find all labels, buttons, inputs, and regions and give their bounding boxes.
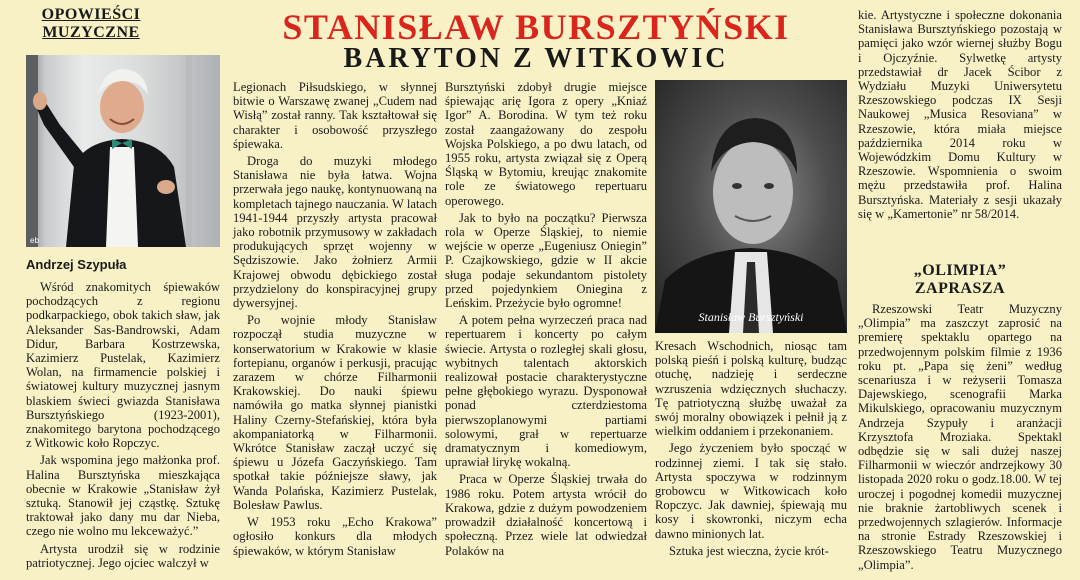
- article-column-3: [445, 80, 647, 561]
- paragraph: Legionach Piłsudskiego, w słynnej bitwie o Warszawę zwanej „Cudem nad Wisłą” został ranny. Tak kształtował się charakter i osobowość przyszłego śpiewaka.: [233, 80, 437, 151]
- photo-caption: Stanisław Bursztyński: [698, 310, 804, 324]
- section-heading-line1: OPOWIEŚCI: [41, 6, 141, 23]
- photo-credit: eb: [30, 236, 39, 245]
- paragraph: A potem pełna wyrzeczeń praca nad repertuarem i koncerty po całym świecie. Artysta o rozległej skali głosu, wybitnych talentach aktorskich realizował postacie charakterystyczne pełne głębokiego wyrazu. Dysponował ponad czterdziestoma pierwszoplanowymi partiami solowymi, grał w repertuarze dramatycznym i komediowym, uprawiał lirykę wokalną.: [445, 313, 647, 470]
- sidebar-heading-line1: „OLIMPIA”: [913, 262, 1007, 279]
- section-heading: [20, 6, 162, 42]
- paragraph: Jego życzeniem było spocząć w rodzinnej ziemi. I tak się stało. Artysta spoczywa w rodzinnym grobowcu w Witkowicach koło Ropczyc. Jak dawniej, śpiewają mu kosy i skowronki, niczym echa dawno minionych lat.: [655, 441, 847, 541]
- article-column-2: [233, 80, 437, 561]
- author-byline: Andrzej Szypuła: [26, 257, 127, 272]
- article-column-4: [655, 339, 847, 561]
- sidebar-heading-line2: ZAPRASZA: [914, 280, 1006, 297]
- paragraph: Praca w Operze Śląskiej trwała do 1986 roku. Potem artysta wrócił do Krakowa, gdzie z dużym powodzeniem prowadził działalność koncertową i społeczną. Przez wiele lat odwiedzał Polaków na: [445, 472, 647, 558]
- paragraph: Artysta urodził się w rodzinie patriotycznej. Jego ojciec walczył w: [26, 541, 220, 570]
- sidebar-article: [858, 302, 1062, 575]
- section-heading-line2: MUZYCZNE: [42, 24, 140, 41]
- article-column-5: [858, 8, 1062, 224]
- paragraph: kie. Artystyczne i społeczne dokonania Stanisława Bursztyńskiego pozostają w pamięci jako wzór wiernej służby Bogu i Ojczyźnie. Sylwetkę artysty przedstawiał dr Jacek Ścibor z Wydziału Muzyki Uniwersytetu Rzeszowskiego podczas IX Sesji Naukowej „Musica Resoviana” w Rzeszowie, która miała miejsce października 2014 roku w Wojewódzkim Domu Kultury w Rzeszowie. Wspomnienia o swoim mężu przedstawiła prof. Halina Bursztyńska. Materiały z sesji ukazały się w „Kamertonie” nr 58/2014.: [858, 8, 1062, 221]
- portrait-illustration: [655, 80, 847, 333]
- paragraph: W 1953 roku „Echo Krakowa” ogłosiło konkurs dla młodych śpiewaków, w którym Stanisław: [233, 515, 437, 558]
- paragraph: Jak wspomina jego małżonka prof. Halina Bursztyńska mieszkająca obecnie w Krakowie „Stanisław żył sztuką. Stanowił jej cząstkę. Sztukę traktował jako dany mu dar Nieba, czego nie wolno mu lekceważyć.”: [26, 453, 220, 539]
- paragraph: Wśród znakomitych śpiewaków pochodzących z regionu podkarpackiego, obok takich sław, jak Aleksander Sas-Bandrowski, Adam Didur, Barbara Kostrzewska, Kazimierz Pustelak, Kazimierz Wolan, na firmamencie polskiej i światowej kultury muzycznej jasnym blaskiem świeci gwiazda Stanisława Bursztyńskiego (1923-2001), znakomitego barytona pochodzącego z Witkowic koło Ropczyc.: [26, 280, 220, 451]
- paragraph: Bursztyński zdobył drugie miejsce śpiewając arię Igora z opery „Kniaź Igor” A. Borodina. W tym też roku został zaangażowany do zespołu Wojska Polskiego, a po dwu latach, od 1955 roku, artysta związał się z Operą Śląską w Bytomiu, kreując znakomite role ze światowego repertuaru operowego.: [445, 80, 647, 208]
- author-figure-illustration: [26, 55, 220, 247]
- paragraph: Po wojnie młody Stanisław rozpoczął studia muzyczne w konserwatorium w Krakowie w klasie fortepianu, organów i perkusji, pracując zarazem w chórze Filharmonii Krakowskiej. Do nauki śpiewu namówiła go matka słynnej pianistki Haliny Czerny-Stefańskiej, która była akompaniatorką w Filharmonii. Wkrótce Stanisław zaczął uczyć się śpiewu u Józefa Gaczyńskiego. Tam spotkał takie późniejsze sławy, jak Wanda Polańska, Kazimierz Pustelak, Bolesław Pawlus.: [233, 313, 437, 512]
- paragraph: Jak to było na początku? Pierwsza rola w Operze Śląskiej, to niemie wejście w operze „Eugeniusz Oniegin” P. Czajkowskiego, gdzie w II akcie sługa podaje sekundantom pistolety przed pojedynkiem Oniegina z Leńskim. Przeżycie było ogromne!: [445, 210, 647, 311]
- author-photo: [26, 55, 220, 247]
- article-column-1: [26, 280, 220, 573]
- paragraph: Rzeszowski Teatr Muzyczny „Olimpia” ma zaszczyt zaprosić na premierę spektaklu opartego na przedwojennym polskim filmie z 1936 roku pt. „Papa się żeni” według scenariusza i w reżyserii Tomasza Dajewskiego, scenografii Marka Mikulskiego, opracowaniu muzycznym Andrzeja Szypuły i aranżacji Krzysztofa Mroziaka. Spektakl odbędzie się w sali dużej naszej Filharmonii w wieczór andrzejkowy 30 listopada 2020 roku o godz.18.00. W tej uroczej i pogodnej komedii muzycznej nie braknie żartobliwych scenek i przedwojennych szlagierów. Informacje na stronie Estrady Rzeszowskiej i Rzeszowskiego Teatru Muzycznego „Olimpia”.: [858, 302, 1062, 572]
- paragraph: Droga do muzyki młodego Stanisława nie była łatwa. Wojna przerwała jego naukę, kontynuowaną na kompletach tajnego nauczania. W latach 1941-1944 przyszły artysta pracował jako robotnik przymusowy w zakładach produkujących sprzęt wojenny w Sędziszowie. Jako żołnierz Armii Krajowej obwodu dębickiego został przydzielony do konspiracyjnej grupy dywersyjnej.: [233, 154, 437, 311]
- sidebar-heading: [858, 262, 1062, 298]
- article-headline: STANISŁAW BURSZTYŃSKI: [282, 7, 790, 47]
- article-subheadline: BARYTON Z WITKOWIC: [343, 43, 729, 74]
- paragraph: Kresach Wschodnich, niosąc tam polską pieśń i polską kulturę, budząc otuchę, nadzieję i serdeczne wzruszenia wdzięcznych słuchaczy. Tę patriotyczną służbę uważał za swój moralny obowiązek i pełnił ją z wielkim oddaniem i przekonaniem.: [655, 339, 847, 439]
- portrait-photo: [655, 80, 847, 333]
- paragraph: Sztuka jest wieczna, życie krót-: [669, 543, 829, 558]
